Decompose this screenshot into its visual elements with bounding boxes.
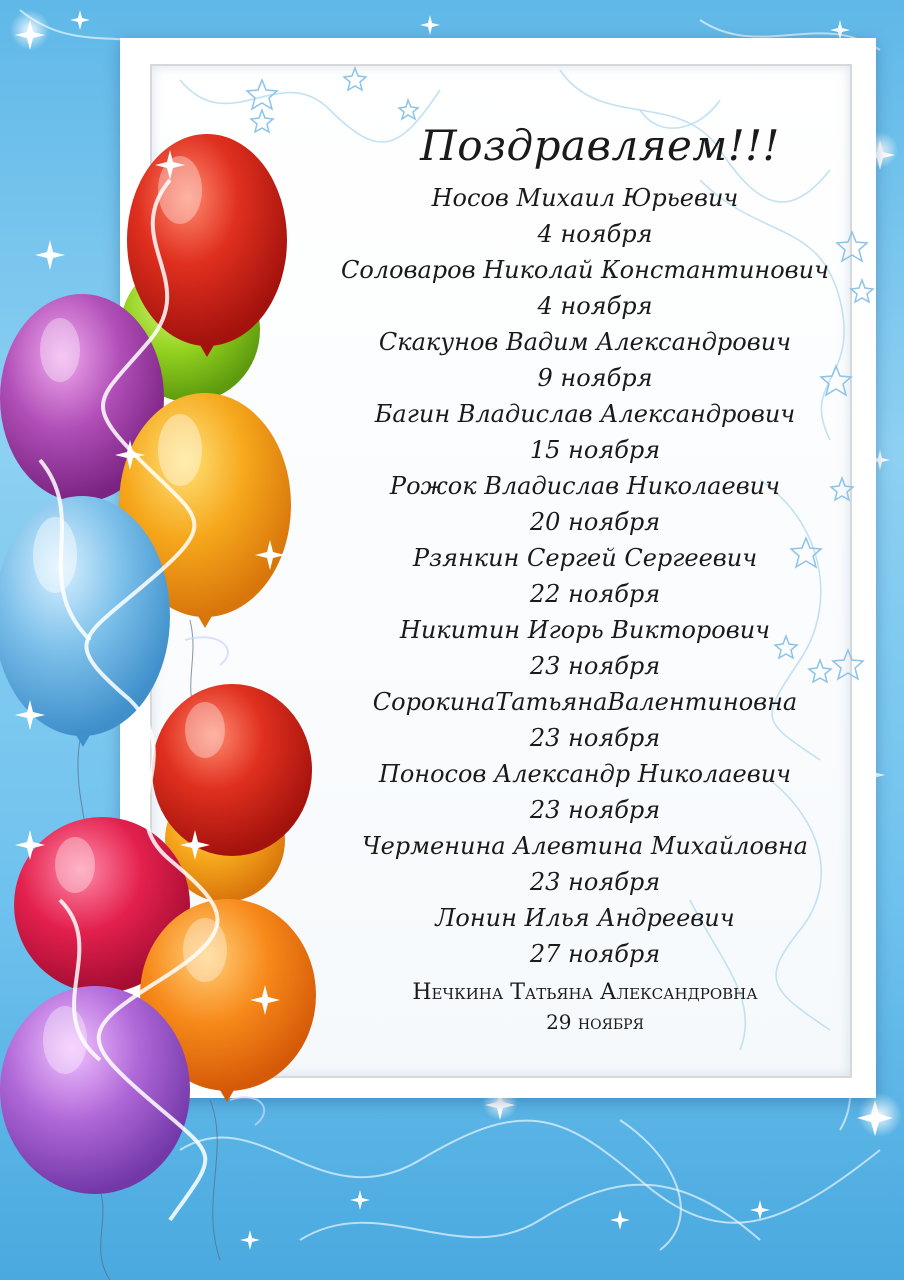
entry-name: Багин Владислав Александрович xyxy=(374,400,796,428)
entry-name: Рзянкин Сергей Сергеевич xyxy=(412,544,758,572)
entry-name: Никитин Игорь Викторович xyxy=(399,616,771,644)
entry-date: 4 ноября xyxy=(537,220,653,248)
birthday-entry xyxy=(330,684,840,756)
birthday-entry xyxy=(330,396,840,468)
entry-date: 23 ноября xyxy=(529,868,661,896)
entry-date: 23 ноября xyxy=(529,652,661,680)
entry-name: Носов Михаил Юрьевич xyxy=(431,184,739,212)
entry-date: 22 ноября xyxy=(529,580,661,608)
birthday-entry xyxy=(330,900,840,972)
entry-date: 23 ноября xyxy=(529,724,661,752)
entry-name: Лонин Илья Андреевич xyxy=(435,904,735,932)
birthday-list xyxy=(330,180,840,1036)
entry-name: Скакунов Вадим Александрович xyxy=(378,328,792,356)
entry-date: 20 ноября xyxy=(529,508,661,536)
card-content xyxy=(330,112,840,1036)
entry-date: 23 ноября xyxy=(529,796,661,824)
entry-name: Соловаров Николай Константинович xyxy=(340,256,830,284)
birthday-entry xyxy=(330,540,840,612)
birthday-entry xyxy=(330,468,840,540)
birthday-entry xyxy=(330,756,840,828)
entry-name: Черменина Алевтина Михайловна xyxy=(362,832,808,860)
entry-date: 4 ноября xyxy=(537,292,653,320)
birthday-entry xyxy=(330,978,840,1036)
entry-date: 15 ноября xyxy=(529,436,661,464)
entry-date: 29 ноября xyxy=(546,1010,644,1034)
birthday-entry xyxy=(330,180,840,252)
entry-name: Поносов Александр Николаевич xyxy=(378,760,792,788)
entry-name: Нечкина Татьяна Александровна xyxy=(412,980,758,1005)
card-title: Поздравляем!!! xyxy=(420,121,780,170)
birthday-entry xyxy=(330,252,840,324)
entry-name: Рожок Владислав Николаевич xyxy=(389,472,781,500)
birthday-entry xyxy=(330,828,840,900)
entry-date: 27 ноября xyxy=(529,940,661,968)
birthday-entry xyxy=(330,324,840,396)
entry-date: 9 ноября xyxy=(537,364,653,392)
birthday-entry xyxy=(330,612,840,684)
entry-name: СорокинаТатьянаВалентиновна xyxy=(372,688,798,716)
